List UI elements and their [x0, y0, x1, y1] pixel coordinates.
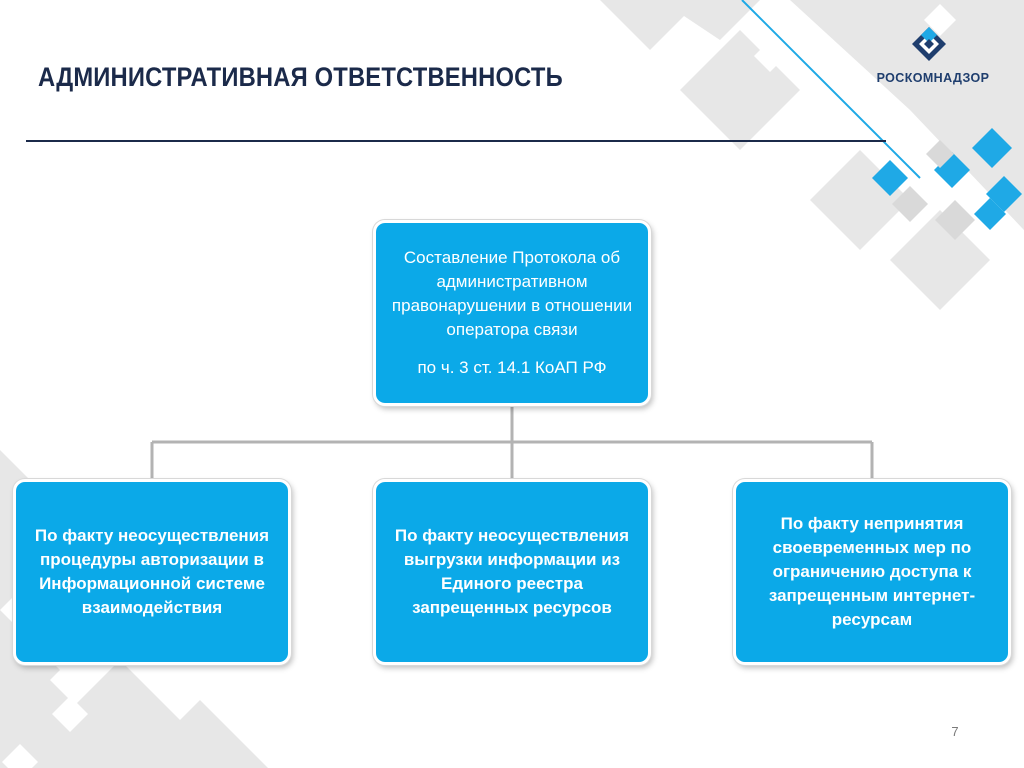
child-node-access-restriction: [733, 479, 1011, 665]
child-node-text: По факту непринятия своевременных мер по ограничению доступа к запрещенным интернет-ресурсам: [768, 514, 976, 629]
brand-name: РОСКОМНАДЗОР: [876, 71, 990, 85]
root-node-text: Составление Протокола об административном правонарушении в отношении оператора связи: [391, 248, 633, 339]
child-node-text: По факту неосуществления выгрузки информации из Единого реестра запрещенных ресурсов: [394, 526, 630, 617]
root-node-reference: по ч. 3 ст. 14.1 КоАП РФ: [417, 358, 607, 377]
slide-title: АДМИНИСТРАТИВНАЯ ОТВЕТСТВЕННОСТЬ: [38, 62, 563, 92]
root-node-protocol: [373, 220, 651, 406]
child-node-text: По факту неосуществления процедуры авторизации в Информационной системе взаимодействия: [34, 526, 270, 617]
child-node-authorization: [13, 479, 291, 665]
child-node-registry-export: [373, 479, 651, 665]
page-number: 7: [951, 724, 959, 739]
